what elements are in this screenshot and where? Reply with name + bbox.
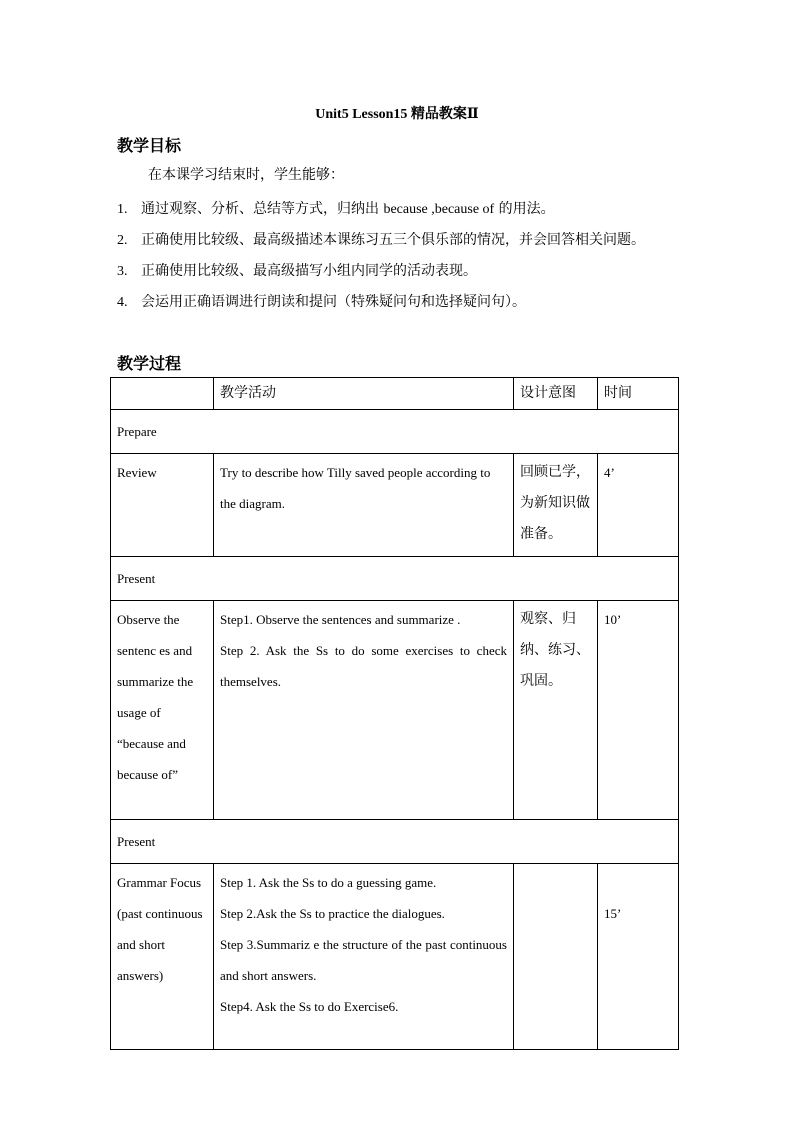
objective-number: 3.	[117, 264, 128, 279]
objective-text: 通过观察、分析、总结等方式，归纳出	[141, 201, 384, 217]
objective-item	[117, 225, 682, 256]
activity-cell: Try to describe how Tilly saved people according to the diagram.	[214, 454, 514, 557]
objectives-list	[117, 194, 682, 318]
objective-item	[117, 287, 682, 318]
stage-label: Prepare	[111, 410, 679, 454]
activity-step: Step1. Observe the sentences and summarize .	[220, 612, 461, 627]
header-cell-purpose: 设计意图	[514, 378, 598, 410]
objective-text-tail: 的用法。	[494, 201, 555, 217]
table-row	[111, 864, 679, 1050]
objective-text: 正确使用比较级、最高级描写小组内同学的活动表现。	[141, 263, 477, 279]
objective-number: 4.	[117, 295, 128, 310]
objective-item	[117, 256, 682, 287]
time-cell: 10’	[598, 601, 679, 820]
process-heading: 教学过程	[117, 354, 182, 373]
intro-text: 在本课学习结束时，学生能够：	[148, 167, 344, 183]
objective-number: 1.	[117, 202, 128, 217]
page-title: Unit5 Lesson15 精品教案Ⅱ	[315, 107, 479, 122]
table-row-stage	[111, 820, 679, 864]
step-cell: Grammar Focus (past continuous and short answers)	[111, 864, 214, 1050]
time-cell: 4’	[598, 454, 679, 557]
objectives-heading: 教学目标	[117, 136, 182, 155]
activity-step: Step 2. Ask the Ss to do some exercises to check themselves.	[220, 643, 507, 689]
step-cell: Observe the sentenc es and summarize the usage of “because and because of”	[111, 601, 214, 820]
stage-label: Present	[111, 820, 679, 864]
table-header-row	[111, 378, 679, 410]
table-row	[111, 601, 679, 820]
activity-step: Step4. Ask the Ss to do Exercise6.	[220, 999, 399, 1014]
header-cell-activity: 教学活动	[214, 378, 514, 410]
activity-step: Step 2.Ask the Ss to practice the dialogues.	[220, 906, 445, 921]
objective-text: 会运用正确语调进行朗读和提问（特殊疑问句和选择疑问句）。	[141, 294, 526, 310]
activity-step: Step 3.Summariz e the structure of the past continuous and short answers.	[220, 937, 507, 983]
header-cell-time: 时间	[598, 378, 679, 410]
teaching-process-table	[110, 377, 679, 1050]
header-cell-blank	[111, 378, 214, 410]
purpose-cell	[514, 864, 598, 1050]
time-cell: 15’	[598, 864, 679, 1050]
activity-cell	[214, 601, 514, 820]
stage-label: Present	[111, 557, 679, 601]
activity-cell	[214, 864, 514, 1050]
purpose-cell: 观察、归纳、练习、巩固。	[514, 601, 598, 820]
purpose-cell: 回顾已学，为新知识做准备。	[514, 454, 598, 557]
objective-item	[117, 194, 682, 225]
objective-english: because ,because of	[383, 202, 495, 217]
activity-step: Step 1. Ask the Ss to do a guessing game.	[220, 875, 437, 890]
step-cell: Review	[111, 454, 214, 557]
objective-number: 2.	[117, 233, 128, 248]
objective-text: 正确使用比较级、最高级描述本课练习五三个俱乐部的情况，并会回答相关问题。	[141, 232, 645, 248]
table-row-stage	[111, 557, 679, 601]
table-row	[111, 454, 679, 557]
table-row-stage	[111, 410, 679, 454]
